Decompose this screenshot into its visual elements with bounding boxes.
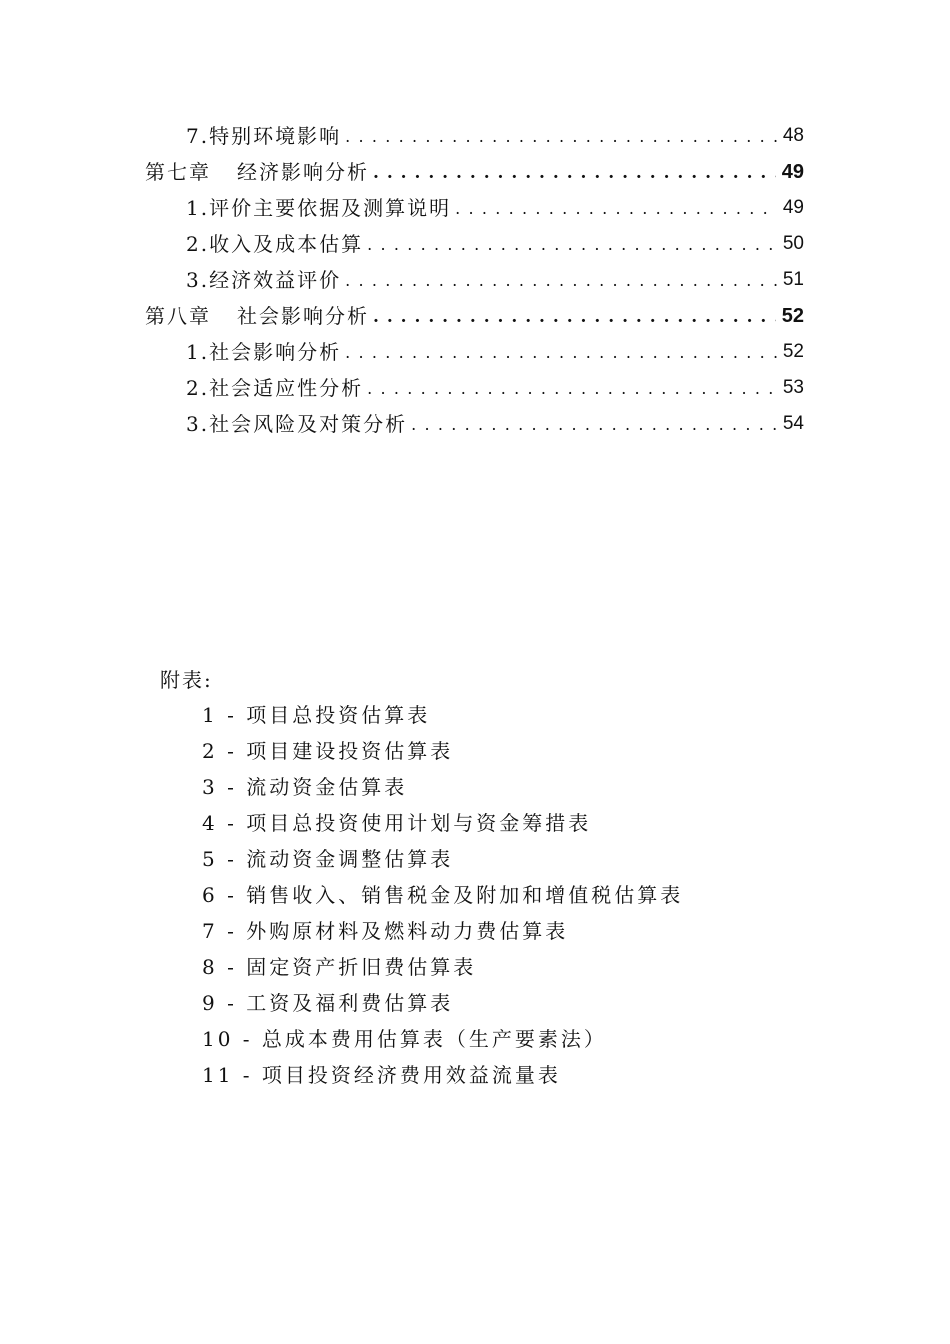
- appendix-item: 8 - 固定资产折旧费估算表: [202, 955, 477, 979]
- appendix-item: 4 - 项目总投资使用计划与资金筹措表: [202, 811, 592, 835]
- chapter-title: 经济影响分析: [237, 160, 369, 184]
- chapter-number: 第七章: [145, 160, 211, 184]
- toc-page-number: 50: [782, 233, 804, 254]
- toc-page-number: 52: [781, 305, 804, 327]
- dot-leader: [345, 274, 777, 288]
- toc-entry[interactable]: [186, 334, 804, 364]
- dot-leader: [345, 130, 777, 144]
- dot-leader: [455, 202, 777, 216]
- dot-leader: [411, 418, 777, 432]
- dot-leader: [373, 310, 776, 324]
- toc-chapter-entry[interactable]: [145, 298, 804, 328]
- appendix-title: 附表:: [160, 668, 213, 692]
- appendix-item: 10 - 总成本费用估算表（生产要素法）: [202, 1027, 607, 1051]
- toc-entry-label: 2.社会适应性分析: [186, 376, 364, 400]
- toc-page-number: 53: [782, 377, 804, 398]
- appendix-item: 3 - 流动资金估算表: [202, 775, 408, 799]
- toc-entry-label: 3.社会风险及对策分析: [186, 412, 408, 436]
- chapter-number: 第八章: [145, 304, 211, 328]
- toc-page-number: 52: [782, 341, 804, 362]
- dot-leader: [367, 238, 777, 252]
- toc-chapter-entry[interactable]: [145, 154, 804, 184]
- toc-entry-label: 1.评价主要依据及测算说明: [186, 196, 452, 220]
- appendix-item: 9 - 工资及福利费估算表: [202, 991, 454, 1015]
- dot-leader: [367, 382, 777, 396]
- toc-entry-label: 7.特别环境影响: [186, 124, 342, 148]
- toc-page-number: 51: [782, 269, 804, 290]
- dot-leader: [345, 346, 777, 360]
- toc-entry-label: 1.社会影响分析: [186, 340, 342, 364]
- chapter-title: 社会影响分析: [237, 304, 369, 328]
- toc-entry[interactable]: [186, 406, 804, 436]
- toc-page-number: 48: [782, 125, 804, 146]
- appendix-item: 5 - 流动资金调整估算表: [202, 847, 454, 871]
- toc-entry-label: 2.收入及成本估算: [186, 232, 364, 256]
- toc-page-number: 49: [781, 161, 804, 183]
- toc-page-number: 49: [782, 197, 804, 218]
- toc-entry[interactable]: [186, 370, 804, 400]
- appendix-item: 2 - 项目建设投资估算表: [202, 739, 454, 763]
- appendix-item: 1 - 项目总投资估算表: [202, 703, 431, 727]
- toc-entry[interactable]: [186, 226, 804, 256]
- dot-leader: [373, 166, 776, 180]
- toc-entry-label: 3.经济效益评价: [186, 268, 342, 292]
- toc-entry[interactable]: [186, 118, 804, 148]
- toc-entry[interactable]: [186, 190, 804, 220]
- appendix-item: 7 - 外购原材料及燃料动力费估算表: [202, 919, 569, 943]
- appendix-item: 6 - 销售收入、销售税金及附加和增值税估算表: [202, 883, 684, 907]
- toc-page-number: 54: [782, 413, 804, 434]
- appendix-item: 11 - 项目投资经济费用效益流量表: [202, 1063, 561, 1087]
- toc-entry[interactable]: [186, 262, 804, 292]
